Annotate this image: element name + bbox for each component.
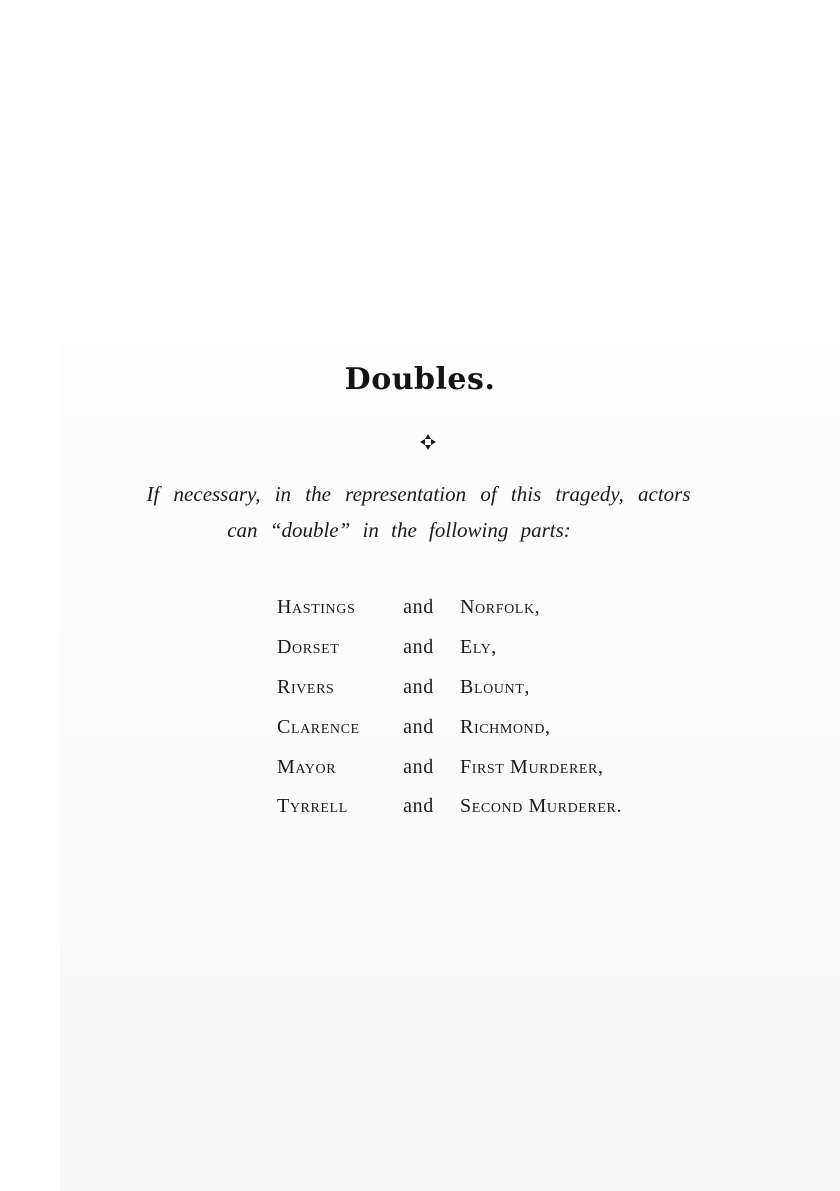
second-role: Blount, [460, 675, 530, 698]
table-row [277, 787, 622, 827]
page-title: Doubles. [344, 362, 496, 397]
table-row [277, 707, 622, 747]
joiner-text: and [403, 636, 434, 659]
doubles-table [277, 588, 622, 827]
cross-ornament-icon [418, 432, 438, 452]
first-role: Mayor [277, 755, 337, 778]
table-row [277, 668, 622, 708]
joiner-text: and [403, 795, 434, 818]
joiner-text: and [403, 715, 434, 738]
intro-line-1: If necessary, in the representation of this tragedy, actors [146, 482, 691, 506]
second-role: Richmond, [460, 715, 551, 738]
first-role: Clarence [277, 715, 360, 738]
first-role: Rivers [277, 675, 335, 698]
first-role: Dorset [277, 636, 340, 659]
table-row [277, 628, 622, 668]
first-role: Hastings [277, 596, 356, 619]
second-role: Ely, [460, 636, 497, 659]
joiner-text: and [403, 596, 434, 619]
second-role: Second Murderer. [460, 795, 623, 818]
second-role: Norfolk, [460, 596, 541, 619]
intro-paragraph [0, 476, 840, 548]
intro-line-2: can “double” in the following parts: [227, 518, 571, 542]
joiner-text: and [403, 675, 434, 698]
second-role: First Murderer, [460, 755, 604, 778]
table-row [277, 747, 622, 787]
table-row [277, 588, 622, 628]
first-role: Tyrrell [277, 795, 348, 818]
joiner-text: and [403, 755, 434, 778]
